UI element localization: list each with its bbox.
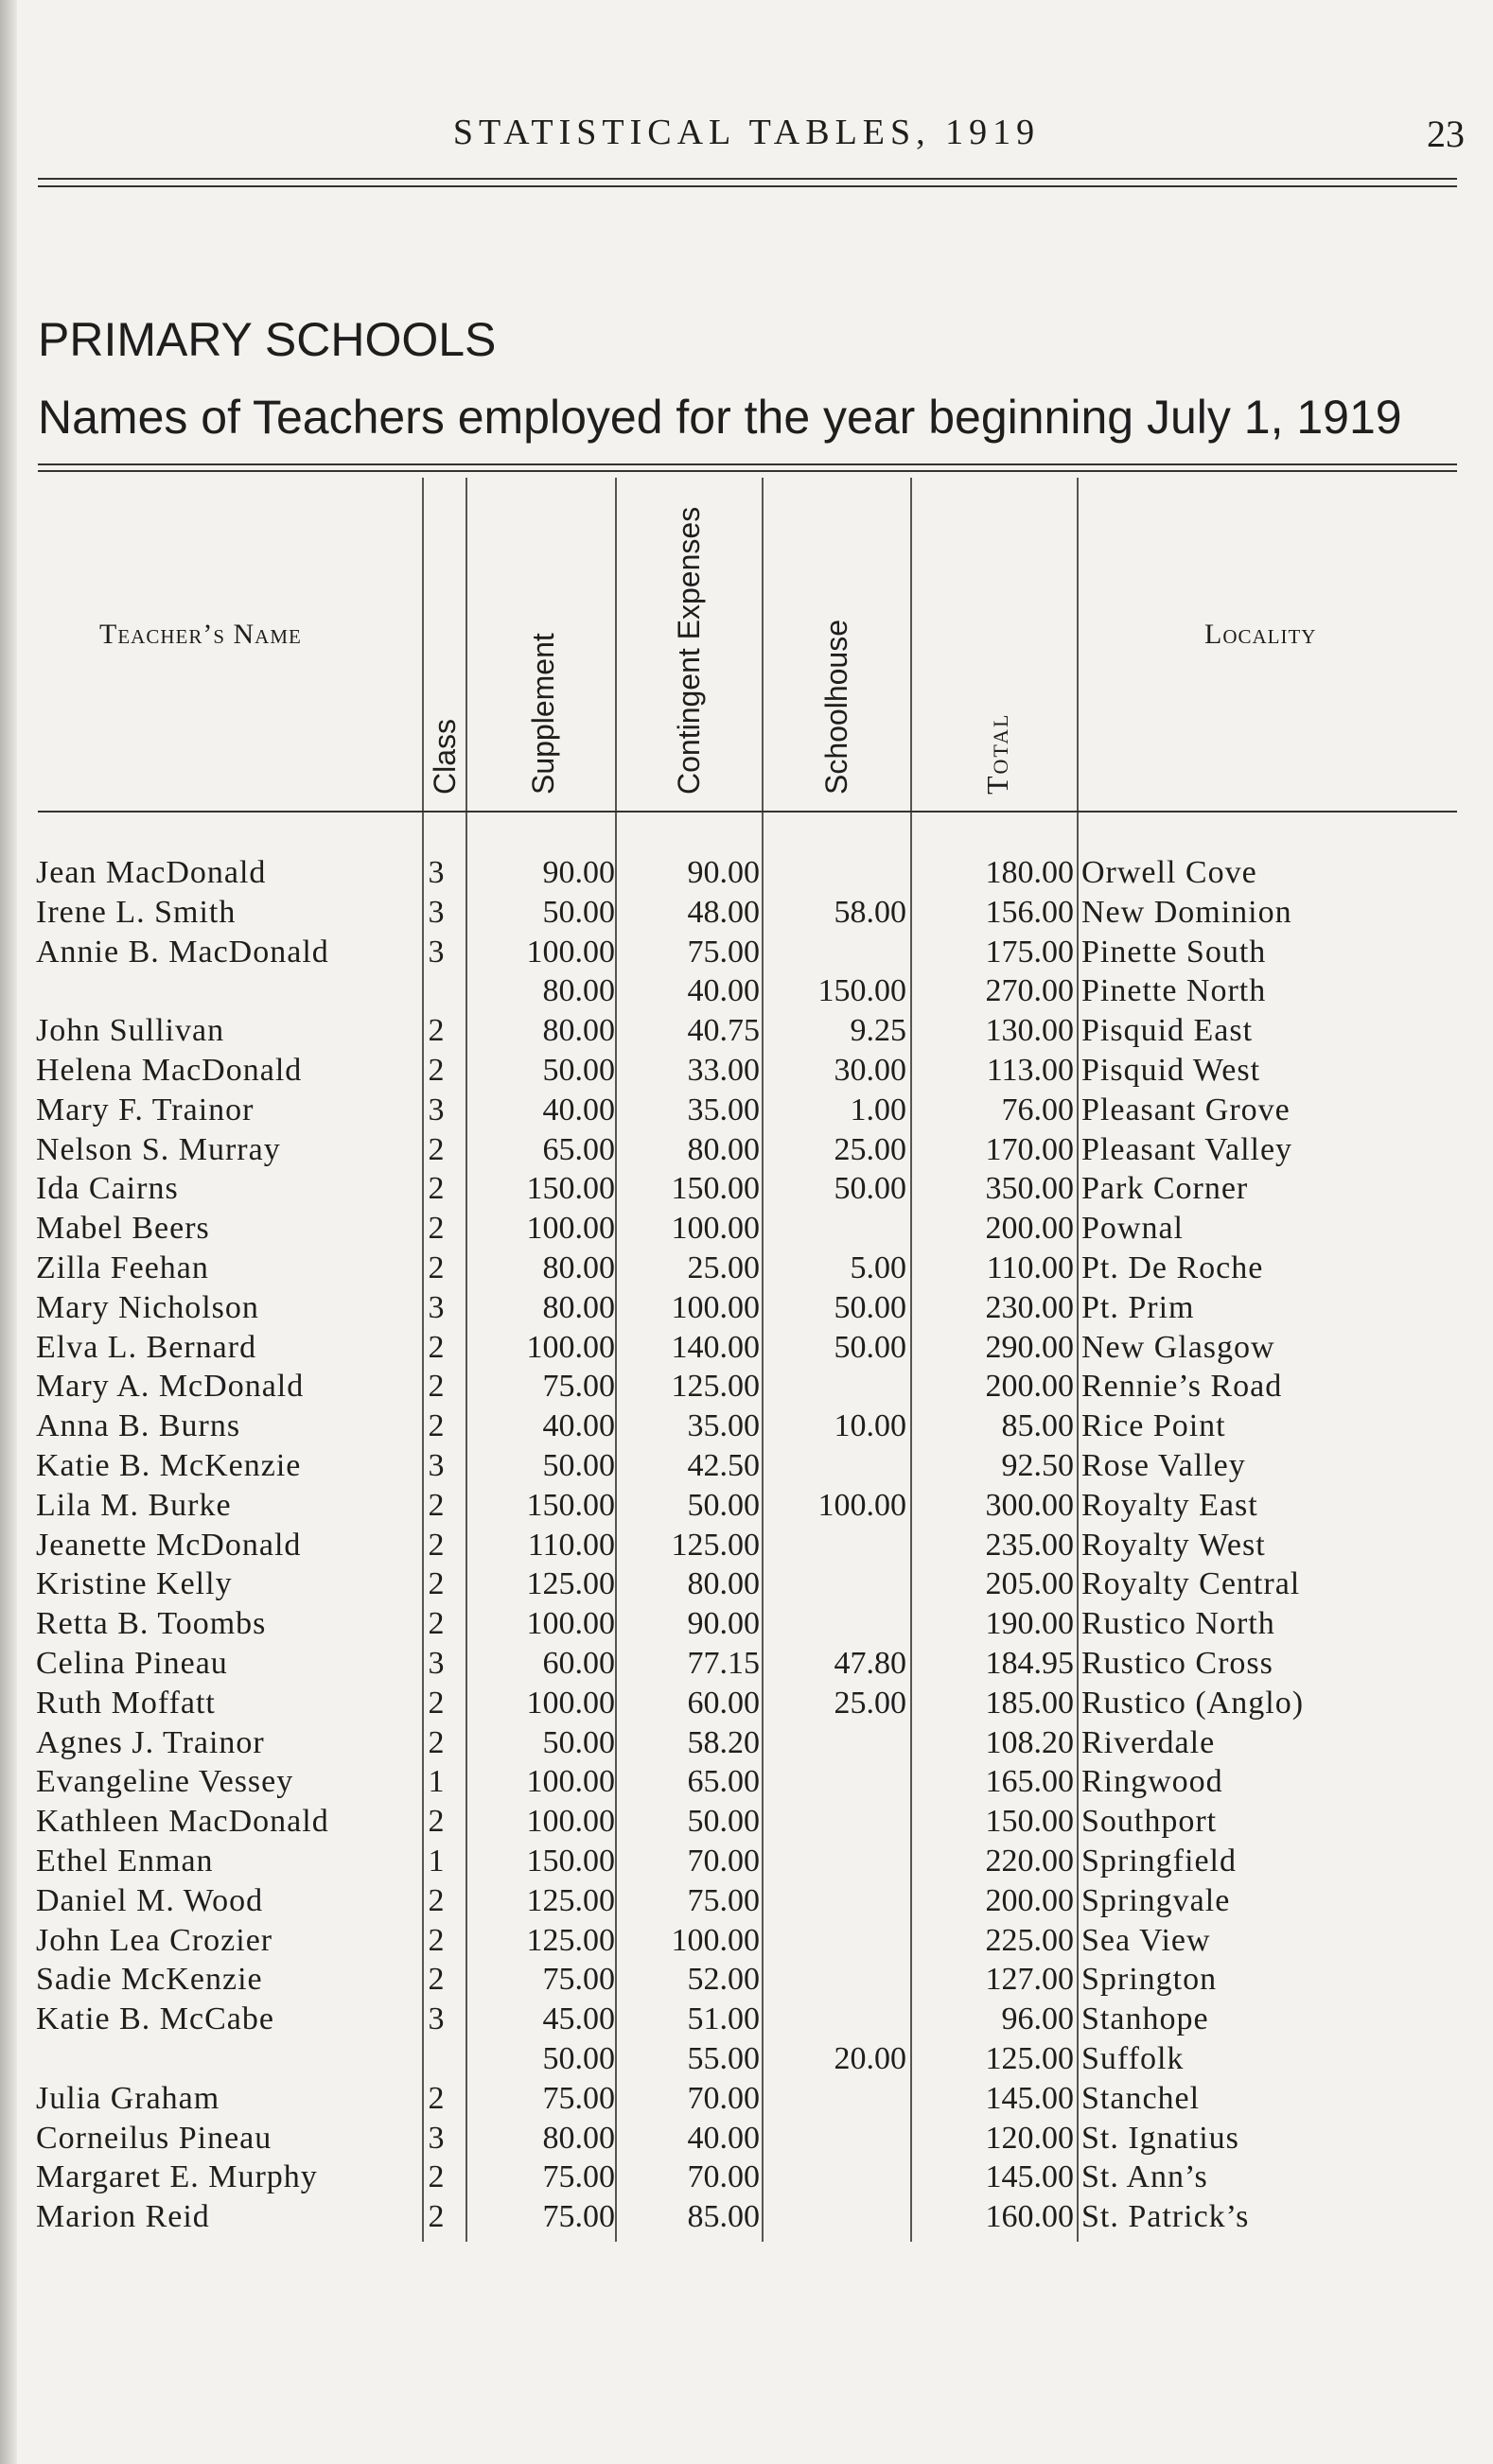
- teacher-name-cell: Mary A. McDonald: [36, 1369, 305, 1405]
- contingent-expenses-cell: 75.00: [687, 934, 760, 970]
- contingent-expenses-cell: 80.00: [687, 1566, 760, 1602]
- class-cell: 2: [428, 1249, 445, 1285]
- teacher-name-cell: Jean MacDonald: [36, 855, 267, 890]
- schoolhouse-cell: 1.00: [850, 1092, 906, 1127]
- total-cell: 120.00: [985, 2120, 1074, 2156]
- teacher-name-cell: Nelson S. Murray: [36, 1131, 281, 1167]
- supplement-cell: 80.00: [542, 973, 615, 1009]
- schoolhouse-cell: 25.00: [834, 1131, 906, 1167]
- table-row: [0, 971, 1493, 1011]
- teacher-name-cell: Irene L. Smith: [36, 894, 237, 930]
- supplement-cell: 50.00: [542, 1724, 615, 1760]
- table-row: [0, 1249, 1493, 1288]
- teacher-name-cell: Kristine Kelly: [36, 1566, 233, 1602]
- class-cell: 2: [428, 1013, 445, 1049]
- contingent-expenses-cell: 60.00: [687, 1685, 760, 1721]
- supplement-cell: 110.00: [527, 1527, 615, 1563]
- table-row: [0, 2079, 1493, 2119]
- locality-cell: Royalty West: [1081, 1527, 1266, 1563]
- supplement-cell: 60.00: [542, 1645, 615, 1681]
- teacher-name-cell: Sadie McKenzie: [36, 1962, 263, 1998]
- header-rule-top: [38, 178, 1457, 180]
- class-cell: 3: [428, 2001, 445, 2037]
- header-class: Class: [428, 718, 462, 795]
- locality-cell: Rose Valley: [1081, 1447, 1246, 1483]
- locality-cell: St. Patrick’s: [1081, 2199, 1250, 2235]
- total-cell: 76.00: [1001, 1092, 1074, 1127]
- table-row: [0, 1328, 1493, 1368]
- locality-cell: Rustico North: [1081, 1606, 1275, 1642]
- teacher-name-cell: Ruth Moffatt: [36, 1685, 216, 1721]
- schoolhouse-cell: 9.25: [850, 1013, 906, 1049]
- class-cell: 3: [428, 934, 445, 970]
- table-row: [0, 1011, 1493, 1051]
- table-row: [0, 853, 1493, 893]
- total-cell: 184.95: [985, 1645, 1074, 1681]
- total-cell: 165.00: [985, 1764, 1074, 1800]
- supplement-cell: 40.00: [542, 1092, 615, 1127]
- header-supplement: Supplement: [526, 633, 560, 795]
- total-cell: 145.00: [985, 2080, 1074, 2116]
- class-cell: 2: [428, 1606, 445, 1642]
- teacher-name-cell: Zilla Feehan: [36, 1249, 209, 1285]
- total-cell: 350.00: [985, 1171, 1074, 1207]
- contingent-expenses-cell: 25.00: [687, 1249, 760, 1285]
- header-rule-bottom: [38, 185, 1457, 187]
- total-cell: 200.00: [985, 1211, 1074, 1247]
- supplement-cell: 100.00: [526, 1804, 615, 1840]
- supplement-cell: 100.00: [526, 1211, 615, 1247]
- locality-cell: Springvale: [1081, 1882, 1231, 1918]
- supplement-cell: 150.00: [526, 1843, 615, 1879]
- total-cell: 125.00: [985, 2040, 1074, 2076]
- total-cell: 108.20: [985, 1724, 1074, 1760]
- class-cell: 2: [428, 1566, 445, 1602]
- contingent-expenses-cell: 40.00: [687, 973, 760, 1009]
- class-cell: 3: [428, 1289, 445, 1325]
- table-row: [0, 1842, 1493, 1881]
- contingent-expenses-cell: 85.00: [687, 2199, 760, 2235]
- table-row: [0, 1367, 1493, 1407]
- class-cell: 2: [428, 1408, 445, 1444]
- locality-cell: Riverdale: [1081, 1724, 1216, 1760]
- contingent-expenses-cell: 125.00: [671, 1369, 760, 1405]
- table-row: [0, 1684, 1493, 1723]
- table-row: [0, 1486, 1493, 1526]
- locality-cell: Stanchel: [1081, 2080, 1201, 2116]
- supplement-cell: 90.00: [542, 855, 615, 890]
- total-cell: 85.00: [1001, 1408, 1074, 1444]
- supplement-cell: 80.00: [542, 1249, 615, 1285]
- class-cell: 3: [428, 855, 445, 890]
- contingent-expenses-cell: 65.00: [687, 1764, 760, 1800]
- contingent-expenses-cell: 100.00: [671, 1211, 760, 1247]
- contingent-expenses-cell: 40.75: [687, 1013, 760, 1049]
- class-cell: 2: [428, 1685, 445, 1721]
- header-teachers-name: Teacher’s Name: [99, 619, 302, 650]
- teacher-name-cell: Jeanette McDonald: [36, 1527, 302, 1563]
- class-cell: 1: [428, 1843, 445, 1879]
- total-cell: 185.00: [985, 1685, 1074, 1721]
- supplement-cell: 100.00: [526, 1606, 615, 1642]
- contingent-expenses-cell: 51.00: [687, 2001, 760, 2037]
- supplement-cell: 50.00: [542, 1447, 615, 1483]
- locality-cell: Park Corner: [1081, 1171, 1249, 1207]
- header-schoolhouse: Schoolhouse: [819, 619, 853, 795]
- total-cell: 145.00: [985, 2159, 1074, 2195]
- class-cell: 2: [428, 1882, 445, 1918]
- contingent-expenses-cell: 42.50: [687, 1447, 760, 1483]
- locality-cell: Pownal: [1081, 1211, 1184, 1247]
- teacher-name-cell: John Sullivan: [36, 1013, 225, 1049]
- running-title: STATISTICAL TABLES, 1919: [452, 113, 1041, 152]
- schoolhouse-cell: 58.00: [834, 894, 906, 930]
- supplement-cell: 75.00: [542, 1962, 615, 1998]
- total-cell: 180.00: [985, 855, 1074, 890]
- contingent-expenses-cell: 77.15: [687, 1645, 760, 1681]
- table-row: [0, 1130, 1493, 1170]
- teacher-name-cell: Katie B. McCabe: [36, 2001, 274, 2037]
- table-row: [0, 1644, 1493, 1684]
- locality-cell: Orwell Cove: [1081, 855, 1257, 890]
- contingent-expenses-cell: 50.00: [687, 1487, 760, 1523]
- class-cell: 2: [428, 1211, 445, 1247]
- total-cell: 290.00: [985, 1329, 1074, 1365]
- teacher-name-cell: Elva L. Bernard: [36, 1329, 257, 1365]
- supplement-cell: 150.00: [526, 1487, 615, 1523]
- teacher-name-cell: Margaret E. Murphy: [36, 2159, 318, 2195]
- header-locality: Locality: [1204, 619, 1317, 650]
- class-cell: 3: [428, 2120, 445, 2156]
- supplement-cell: 75.00: [542, 2199, 615, 2235]
- teacher-name-cell: Celina Pineau: [36, 1645, 228, 1681]
- schoolhouse-cell: 50.00: [834, 1171, 906, 1207]
- total-cell: 190.00: [985, 1606, 1074, 1642]
- contingent-expenses-cell: 33.00: [687, 1052, 760, 1088]
- header-total: Total: [980, 712, 1014, 795]
- class-cell: 2: [428, 1804, 445, 1840]
- header-contingent-expenses: Contingent Expenses: [672, 506, 706, 795]
- schoolhouse-cell: 30.00: [834, 1052, 906, 1088]
- locality-cell: Pleasant Valley: [1081, 1131, 1293, 1167]
- schoolhouse-cell: 150.00: [817, 973, 906, 1009]
- table-top-rule-inner: [38, 470, 1457, 472]
- class-cell: 2: [428, 1962, 445, 1998]
- locality-cell: St. Ignatius: [1081, 2120, 1239, 2156]
- table-row: [0, 1881, 1493, 1921]
- table-row: [0, 1921, 1493, 1961]
- running-head: [0, 112, 1493, 159]
- total-cell: 230.00: [985, 1289, 1074, 1325]
- locality-cell: Southport: [1081, 1804, 1218, 1840]
- locality-cell: St. Ann’s: [1081, 2159, 1208, 2195]
- supplement-cell: 125.00: [526, 1922, 615, 1958]
- supplement-cell: 75.00: [542, 2159, 615, 2195]
- total-cell: 96.00: [1001, 2001, 1074, 2037]
- locality-cell: Pinette South: [1081, 934, 1267, 970]
- locality-cell: Rennie’s Road: [1081, 1369, 1283, 1405]
- header-bottom-rule: [38, 811, 1457, 813]
- locality-cell: Rustico Cross: [1081, 1645, 1273, 1681]
- total-cell: 270.00: [985, 973, 1074, 1009]
- total-cell: 225.00: [985, 1922, 1074, 1958]
- table-top-rule: [38, 463, 1457, 465]
- locality-cell: Pleasant Grove: [1081, 1092, 1291, 1127]
- locality-cell: Suffolk: [1081, 2040, 1185, 2076]
- table-row: [0, 1604, 1493, 1644]
- class-cell: 2: [428, 1527, 445, 1563]
- class-cell: 3: [428, 894, 445, 930]
- locality-cell: Royalty Central: [1081, 1566, 1301, 1602]
- supplement-cell: 150.00: [526, 1171, 615, 1207]
- teacher-name-cell: Mary F. Trainor: [36, 1092, 255, 1127]
- locality-cell: New Glasgow: [1081, 1329, 1275, 1365]
- schoolhouse-cell: 25.00: [834, 1685, 906, 1721]
- table-row: [0, 933, 1493, 972]
- total-cell: 127.00: [985, 1962, 1074, 1998]
- page-number: 23: [1427, 113, 1465, 155]
- contingent-expenses-cell: 55.00: [687, 2040, 760, 2076]
- class-cell: 2: [428, 2159, 445, 2195]
- schoolhouse-cell: 50.00: [834, 1329, 906, 1365]
- total-cell: 175.00: [985, 934, 1074, 970]
- teacher-name-cell: Ethel Enman: [36, 1843, 214, 1879]
- locality-cell: Pinette North: [1081, 973, 1267, 1009]
- total-cell: 170.00: [985, 1131, 1074, 1167]
- total-cell: 235.00: [985, 1527, 1074, 1563]
- total-cell: 110.00: [986, 1249, 1074, 1285]
- teacher-name-cell: Marion Reid: [36, 2199, 210, 2235]
- class-cell: 2: [428, 1724, 445, 1760]
- table-row: [0, 1209, 1493, 1249]
- total-cell: 160.00: [985, 2199, 1074, 2235]
- contingent-expenses-cell: 100.00: [671, 1289, 760, 1325]
- contingent-expenses-cell: 50.00: [687, 1804, 760, 1840]
- contingent-expenses-cell: 80.00: [687, 1131, 760, 1167]
- total-cell: 220.00: [985, 1843, 1074, 1879]
- table-row: [0, 1169, 1493, 1209]
- teacher-name-cell: Agnes J. Trainor: [36, 1724, 265, 1760]
- teacher-name-cell: Corneilus Pineau: [36, 2120, 272, 2156]
- section-subtitle: Names of Teachers employed for the year beginning July 1, 1919: [38, 391, 1402, 444]
- table-row: [0, 1407, 1493, 1446]
- teacher-name-cell: Lila M. Burke: [36, 1487, 232, 1523]
- teacher-name-cell: Mabel Beers: [36, 1211, 210, 1247]
- teacher-name-cell: Julia Graham: [36, 2080, 220, 2116]
- table-row: [0, 1960, 1493, 2000]
- locality-cell: Springfield: [1081, 1843, 1237, 1879]
- supplement-cell: 65.00: [542, 1131, 615, 1167]
- table-row: [0, 1802, 1493, 1842]
- contingent-expenses-cell: 58.20: [687, 1724, 760, 1760]
- supplement-cell: 50.00: [542, 2040, 615, 2076]
- contingent-expenses-cell: 150.00: [671, 1171, 760, 1207]
- class-cell: 3: [428, 1447, 445, 1483]
- class-cell: 2: [428, 1171, 445, 1207]
- teacher-name-cell: Helena MacDonald: [36, 1052, 303, 1088]
- schoolhouse-cell: 100.00: [817, 1487, 906, 1523]
- teacher-name-cell: Ida Cairns: [36, 1171, 179, 1207]
- supplement-cell: 80.00: [542, 1289, 615, 1325]
- teacher-name-cell: John Lea Crozier: [36, 1922, 273, 1958]
- total-cell: 156.00: [985, 894, 1074, 930]
- contingent-expenses-cell: 52.00: [687, 1962, 760, 1998]
- class-cell: 2: [428, 1052, 445, 1088]
- contingent-expenses-cell: 70.00: [687, 2080, 760, 2116]
- locality-cell: Pisquid West: [1081, 1052, 1261, 1088]
- teacher-name-cell: Evangeline Vessey: [36, 1764, 294, 1800]
- contingent-expenses-cell: 100.00: [671, 1922, 760, 1958]
- table-row: [0, 2158, 1493, 2197]
- total-cell: 200.00: [985, 1882, 1074, 1918]
- table-row: [0, 2119, 1493, 2158]
- table-row: [0, 1526, 1493, 1565]
- locality-cell: Pt. Prim: [1081, 1289, 1195, 1325]
- locality-cell: New Dominion: [1081, 894, 1292, 930]
- schoolhouse-cell: 20.00: [834, 2040, 906, 2076]
- teacher-name-cell: Annie B. MacDonald: [36, 934, 329, 970]
- contingent-expenses-cell: 140.00: [671, 1329, 760, 1365]
- class-cell: 2: [428, 2199, 445, 2235]
- supplement-cell: 100.00: [526, 1764, 615, 1800]
- supplement-cell: 125.00: [526, 1882, 615, 1918]
- contingent-expenses-cell: 125.00: [671, 1527, 760, 1563]
- supplement-cell: 50.00: [542, 1052, 615, 1088]
- supplement-cell: 125.00: [526, 1566, 615, 1602]
- teacher-name-cell: Daniel M. Wood: [36, 1882, 264, 1918]
- total-cell: 130.00: [985, 1013, 1074, 1049]
- contingent-expenses-cell: 35.00: [687, 1092, 760, 1127]
- class-cell: 3: [428, 1645, 445, 1681]
- locality-cell: Rice Point: [1081, 1408, 1226, 1444]
- total-cell: 200.00: [985, 1369, 1074, 1405]
- total-cell: 300.00: [985, 1487, 1074, 1523]
- contingent-expenses-cell: 90.00: [687, 1606, 760, 1642]
- class-cell: 2: [428, 1131, 445, 1167]
- supplement-cell: 80.00: [542, 2120, 615, 2156]
- class-cell: 2: [428, 1329, 445, 1365]
- contingent-expenses-cell: 40.00: [687, 2120, 760, 2156]
- contingent-expenses-cell: 75.00: [687, 1882, 760, 1918]
- schoolhouse-cell: 5.00: [850, 1249, 906, 1285]
- table-row: [0, 1446, 1493, 1486]
- teacher-name-cell: Mary Nicholson: [36, 1289, 259, 1325]
- table-row: [0, 1288, 1493, 1328]
- table-row: [0, 1091, 1493, 1130]
- contingent-expenses-cell: 70.00: [687, 2159, 760, 2195]
- class-cell: 2: [428, 1369, 445, 1405]
- total-cell: 150.00: [985, 1804, 1074, 1840]
- supplement-cell: 50.00: [542, 894, 615, 930]
- supplement-cell: 40.00: [542, 1408, 615, 1444]
- teacher-name-cell: Katie B. McKenzie: [36, 1447, 302, 1483]
- table-row: [0, 2197, 1493, 2237]
- teacher-table-body: [0, 853, 1493, 2237]
- class-cell: 2: [428, 1922, 445, 1958]
- teacher-name-cell: Anna B. Burns: [36, 1408, 241, 1444]
- supplement-cell: 100.00: [526, 1329, 615, 1365]
- supplement-cell: 45.00: [542, 2001, 615, 2037]
- table-row: [0, 1762, 1493, 1802]
- table-row: [0, 2000, 1493, 2039]
- table-row: [0, 1051, 1493, 1091]
- class-cell: 2: [428, 1487, 445, 1523]
- class-cell: 2: [428, 2080, 445, 2116]
- class-cell: 3: [428, 1092, 445, 1127]
- table-row: [0, 1723, 1493, 1763]
- supplement-cell: 75.00: [542, 1369, 615, 1405]
- locality-cell: Ringwood: [1081, 1764, 1223, 1800]
- locality-cell: Rustico (Anglo): [1081, 1685, 1305, 1721]
- supplement-cell: 80.00: [542, 1013, 615, 1049]
- supplement-cell: 100.00: [526, 1685, 615, 1721]
- schoolhouse-cell: 50.00: [834, 1289, 906, 1325]
- total-cell: 205.00: [985, 1566, 1074, 1602]
- locality-cell: Pt. De Roche: [1081, 1249, 1264, 1285]
- locality-cell: Pisquid East: [1081, 1013, 1254, 1049]
- teacher-name-cell: Retta B. Toombs: [36, 1606, 267, 1642]
- teacher-name-cell: Kathleen MacDonald: [36, 1804, 329, 1840]
- class-cell: 1: [428, 1764, 445, 1800]
- contingent-expenses-cell: 70.00: [687, 1843, 760, 1879]
- contingent-expenses-cell: 48.00: [687, 894, 760, 930]
- total-cell: 113.00: [986, 1052, 1074, 1088]
- schoolhouse-cell: 47.80: [834, 1645, 906, 1681]
- locality-cell: Stanhope: [1081, 2001, 1209, 2037]
- contingent-expenses-cell: 35.00: [687, 1408, 760, 1444]
- supplement-cell: 75.00: [542, 2080, 615, 2116]
- locality-cell: Sea View: [1081, 1922, 1211, 1958]
- table-row: [0, 1564, 1493, 1604]
- locality-cell: Royalty East: [1081, 1487, 1258, 1523]
- locality-cell: Springton: [1081, 1962, 1218, 1998]
- schoolhouse-cell: 10.00: [834, 1408, 906, 1444]
- total-cell: 92.50: [1001, 1447, 1074, 1483]
- section-title: PRIMARY SCHOOLS: [38, 313, 497, 366]
- table-row: [0, 2039, 1493, 2079]
- table-row: [0, 893, 1493, 933]
- supplement-cell: 100.00: [526, 934, 615, 970]
- contingent-expenses-cell: 90.00: [687, 855, 760, 890]
